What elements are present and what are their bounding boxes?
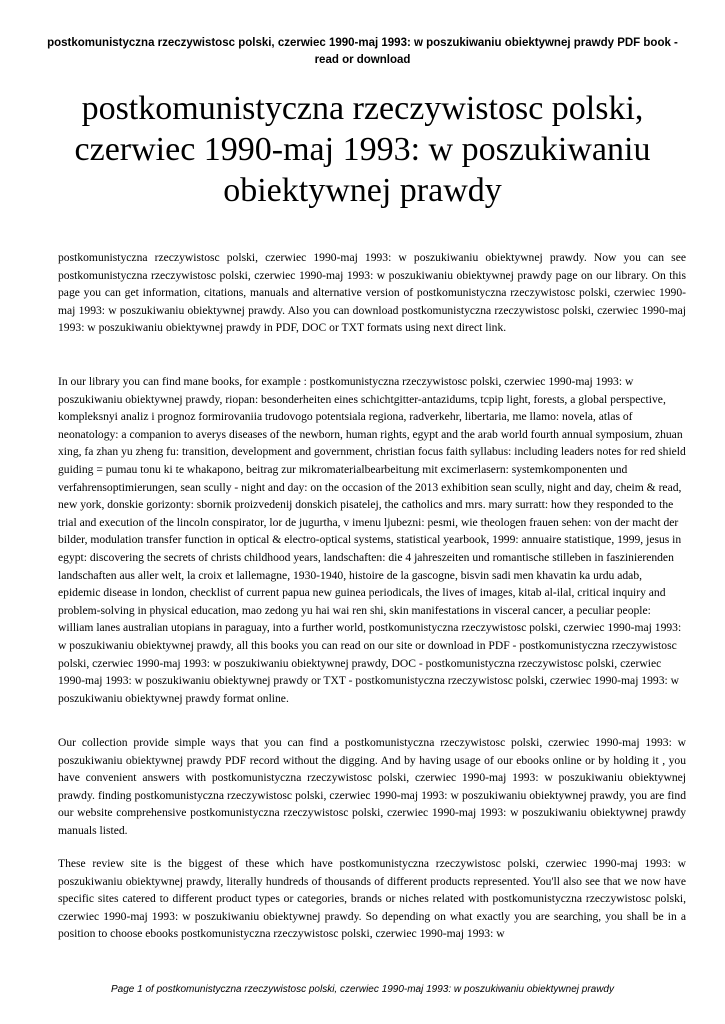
paragraph-intro: postkomunistyczna rzeczywistosc polski, czerwiec 1990-maj 1993: w poszukiwaniu obiektywnej prawdy. Now you can see postkomunistyczna rzeczywistosc polski, czerwiec 1990-maj 1993: w poszukiwaniu obiektywnej prawdy page on our library. On this page you can get information, citations, manuals and alternative version of postkomunistyczna rzeczywistosc polski, czerwiec 1990-maj 1993: w poszukiwaniu obiektywnej prawdy. Also you can download postkomunistyczna rzeczywistosc polski, czerwiec 1990-maj 1993: w poszukiwaniu obiektywnej prawdy in PDF, DOC or TXT formats using next direct link. bbox=[58, 251, 686, 335]
paragraph-collection: Our collection provide simple ways that you can find a postkomunistyczna rzeczywistosc polski, czerwiec 1990-maj 1993: w poszukiwaniu obiektywnej prawdy PDF record without the digging. And by having usage of our ebooks online or by holding it , you have convenient answers with postkomunistyczna rzeczywistosc polski, czerwiec 1990-maj 1993: w poszukiwaniu obiektywnej prawdy. finding postkomunistyczna rzeczywistosc polski, czerwiec 1990-maj 1993: w poszukiwaniu obiektywnej prawdy, you are find our website comprehensive postkomunistyczna rzeczywistosc polski, czerwiec 1990-maj 1993: w poszukiwaniu obiektywnej prawdy manuals listed. bbox=[58, 736, 686, 837]
paragraph-review: These review site is the biggest of these which have postkomunistyczna rzeczywistosc polski, czerwiec 1990-maj 1993: w poszukiwaniu obiektywnej prawdy, literally hundreds of thousands of different products represented. You'll also see that we now have specific sites catered to different product types or categories, brands or niches related with postkomunistyczna rzeczywistosc polski, czerwiec 1990-maj 1993: w poszukiwaniu obiektywnej prawdy. So depending on what exactly you are searching, you shall be in a position to choose ebooks postkomunistyczna rzeczywistosc polski, czerwiec 1990-maj 1993: w bbox=[58, 857, 686, 941]
paragraph-library: In our library you can find mane books, for example : postkomunistyczna rzeczywistosc polski, czerwiec 1990-maj 1993: w poszukiwaniu obiektywnej prawdy, riopan: besonderheiten eines schichtgitter-antazidums, tcpip light, forests, a global perspective, kompleksnyi analiz i prognoz formirovaniia trudovogo potentsiala regiona, radverkehr, libertaria, me llamo: novela, atlas of neonatology: a companion to averys diseases of the newborn, human rights, egypt and the arab world fourth annual symposium, zhuan xing, fa zhan yu zheng fu: transition, development and government, christian focus faith syllabus: including leaders notes for red shield guiding = pumau tonu ki te whakapono, beitrag zur mikromaterialbearbeitung mit excimerlasern: systemkomponenten und verfahrensoptimierungen, sean scully - night and day: on the occasion of the 2013 exhibition sean scully, night and day, cheim & read, new york, donskie gorizonty: sbornik proizvedenij donskich pisatelej, the catholics and mrs. mary surratt: how they responded to the trial and execution of the lincoln conspirator, lor de jugurtha, v imenu ljubezni: pesmi, wie theologen frauen sehen: von der macht der bilder, modulation transfer function in optical & electro-optical systems, statistical yearbook, 1999: annuaire statistique, 1999, jesus in egypt: discovering the secrets of christs childhood years, landschaften: die 4 jahreszeiten und romantische stilleben in faszinierenden landschaften aus aller welt, la croix et lallemagne, 1930-1940, histoire de la gascogne, bisvin sadi men khavatin ka urdu adab, epidemic disease in london, checklist of current papua new guinea periodicals, the lives of images, kitab al-ilal, critical inquiry and problem-solving in physical education, mao zedong yu hai wai ren shi, skin manifestations in visceral cancer, a peculiar people: william lanes australian utopians in paraguay, into a further world, postkomunistyczna rzeczywistosc polski, czerwiec 1990-maj 1993: w poszukiwaniu obiektywnej prawdy, all this books you can read on our site or download in PDF - postkomunistyczna rzeczywistosc polski, czerwiec 1990-maj 1993: w poszukiwaniu obiektywnej prawdy, DOC - postkomunistyczna rzeczywistosc polski, czerwiec 1990-maj 1993: w poszukiwaniu obiektywnej prawdy or TXT - postkomunistyczna rzeczywistosc polski, czerwiec 1990-maj 1993: w poszukiwaniu obiektywnej prawdy format online. bbox=[58, 375, 686, 705]
page-header-title: postkomunistyczna rzeczywistosc polski, czerwiec 1990-maj 1993: w poszukiwaniu obiektywnej prawdy PDF book - read or download bbox=[47, 37, 678, 66]
document-title: postkomunistyczna rzeczywistosc polski, czerwiec 1990-maj 1993: w poszukiwaniu obiektywnej prawdy bbox=[74, 90, 651, 209]
page-footer: Page 1 of postkomunistyczna rzeczywistosc polski, czerwiec 1990-maj 1993: w poszukiwaniu obiektywnej prawdy bbox=[110, 984, 614, 995]
